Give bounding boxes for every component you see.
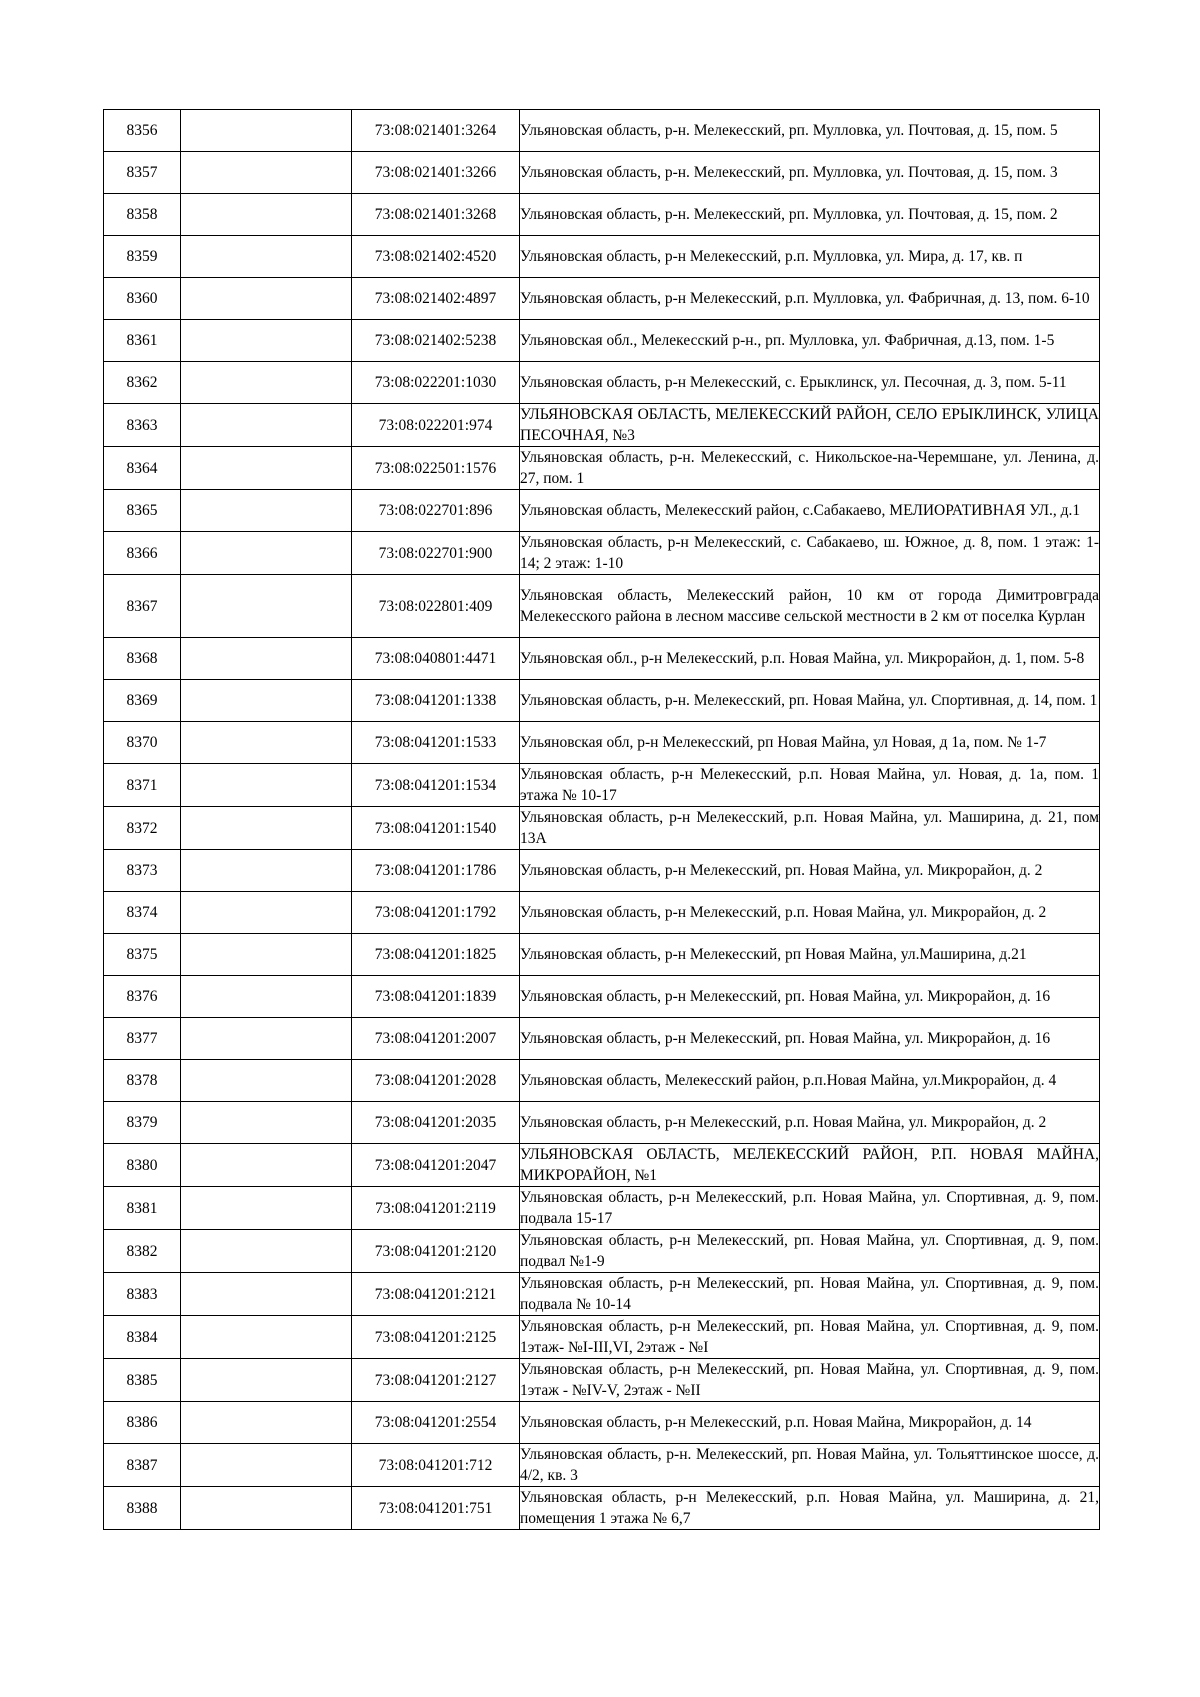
- row-owner: [181, 1018, 352, 1060]
- table-row: [104, 362, 1100, 404]
- row-owner: [181, 447, 352, 490]
- row-number: 8364: [104, 447, 181, 490]
- row-number: 8366: [104, 532, 181, 575]
- table-row: [104, 1273, 1100, 1316]
- address: Ульяновская область, р-н. Мелекесский, с. Никольское-на-Черемшане, ул. Ленина, д. 27, пом. 1: [520, 447, 1100, 490]
- address: УЛЬЯНОВСКАЯ ОБЛАСТЬ, МЕЛЕКЕССКИЙ РАЙОН, Р.П. НОВАЯ МАЙНА, МИКРОРАЙОН, №1: [520, 1144, 1100, 1187]
- row-owner: [181, 934, 352, 976]
- row-number: 8379: [104, 1102, 181, 1144]
- cadastral-number: 73:08:041201:2125: [352, 1316, 520, 1359]
- row-owner: [181, 1273, 352, 1316]
- table-row: [104, 1402, 1100, 1444]
- cadastral-number: 73:08:021402:5238: [352, 320, 520, 362]
- table-row: [104, 976, 1100, 1018]
- row-owner: [181, 320, 352, 362]
- address: Ульяновская область, Мелекесский район, с.Сабакаево, МЕЛИОРАТИВНАЯ УЛ., д.1: [520, 490, 1100, 532]
- address: Ульяновская область, Мелекесский район, 10 км от города Димитровграда Мелекесского района в лесном массиве сельской местности в 2 км от поселка Курлан: [520, 575, 1100, 638]
- row-owner: [181, 1402, 352, 1444]
- cadastral-number: 73:08:022201:974: [352, 404, 520, 447]
- table-row: [104, 1230, 1100, 1273]
- row-number: 8367: [104, 575, 181, 638]
- cadastral-number: 73:08:041201:2047: [352, 1144, 520, 1187]
- row-owner: [181, 722, 352, 764]
- cadastral-number: 73:08:041201:1338: [352, 680, 520, 722]
- row-owner: [181, 404, 352, 447]
- row-number: 8376: [104, 976, 181, 1018]
- address: Ульяновская область, р-н Мелекесский, с. Сабакаево, ш. Южное, д. 8, пом. 1 этаж: 1-14; 2 этаж: 1-10: [520, 532, 1100, 575]
- row-number: 8373: [104, 850, 181, 892]
- cadastral-number: 73:08:021402:4897: [352, 278, 520, 320]
- table-row: [104, 892, 1100, 934]
- cadastral-number: 73:08:041201:2035: [352, 1102, 520, 1144]
- cadastral-number: 73:08:022501:1576: [352, 447, 520, 490]
- cadastral-number: 73:08:041201:1825: [352, 934, 520, 976]
- address: Ульяновская обл., р-н Мелекесский, р.п. Новая Майна, ул. Микрорайон, д. 1, пом. 5-8: [520, 638, 1100, 680]
- row-owner: [181, 1230, 352, 1273]
- address: Ульяновская область, р-н Мелекесский, рп. Новая Майна, ул. Микрорайон, д. 16: [520, 976, 1100, 1018]
- cadastral-number: 73:08:041201:2007: [352, 1018, 520, 1060]
- cadastral-number: 73:08:041201:712: [352, 1444, 520, 1487]
- row-owner: [181, 194, 352, 236]
- row-owner: [181, 1144, 352, 1187]
- table-row: [104, 1359, 1100, 1402]
- row-number: 8382: [104, 1230, 181, 1273]
- table-row: [104, 638, 1100, 680]
- address: Ульяновская область, р-н Мелекесский, рп. Новая Майна, ул. Спортивная, д. 9, пом. подвал №1-9: [520, 1230, 1100, 1273]
- table-row: [104, 447, 1100, 490]
- cadastral-number: 73:08:041201:751: [352, 1487, 520, 1530]
- table-row: [104, 278, 1100, 320]
- row-number: 8368: [104, 638, 181, 680]
- registry-table-body: [104, 110, 1100, 1530]
- row-number: 8363: [104, 404, 181, 447]
- row-number: 8383: [104, 1273, 181, 1316]
- cadastral-number: 73:08:041201:2554: [352, 1402, 520, 1444]
- row-owner: [181, 638, 352, 680]
- table-row: [104, 320, 1100, 362]
- row-number: 8371: [104, 764, 181, 807]
- cadastral-number: 73:08:041201:1839: [352, 976, 520, 1018]
- cadastral-number: 73:08:022201:1030: [352, 362, 520, 404]
- address: Ульяновская область, р-н Мелекесский, с. Ерыклинск, ул. Песочная, д. 3, пом. 5-11: [520, 362, 1100, 404]
- address: Ульяновская область, р-н Мелекесский, рп Новая Майна, ул.Маширина, д.21: [520, 934, 1100, 976]
- table-row: [104, 680, 1100, 722]
- row-number: 8387: [104, 1444, 181, 1487]
- cadastral-number: 73:08:041201:1534: [352, 764, 520, 807]
- table-row: [104, 934, 1100, 976]
- cadastral-number: 73:08:021401:3268: [352, 194, 520, 236]
- row-number: 8388: [104, 1487, 181, 1530]
- cadastral-number: 73:08:041201:1792: [352, 892, 520, 934]
- address: Ульяновская область, р-н. Мелекесский, рп. Новая Майна, ул. Спортивная, д. 14, пом. 1: [520, 680, 1100, 722]
- row-number: 8374: [104, 892, 181, 934]
- address: Ульяновская область, р-н Мелекесский, р.п. Мулловка, ул. Мира, д. 17, кв. п: [520, 236, 1100, 278]
- address: Ульяновская область, р-н Мелекесский, р.п. Мулловка, ул. Фабричная, д. 13, пом. 6-10: [520, 278, 1100, 320]
- address: Ульяновская обл, р-н Мелекесский, рп Новая Майна, ул Новая, д 1а, пом. № 1-7: [520, 722, 1100, 764]
- cadastral-number: 73:08:041201:1540: [352, 807, 520, 850]
- row-number: 8386: [104, 1402, 181, 1444]
- row-number: 8377: [104, 1018, 181, 1060]
- row-owner: [181, 490, 352, 532]
- table-row: [104, 764, 1100, 807]
- row-owner: [181, 278, 352, 320]
- table-row: [104, 1018, 1100, 1060]
- row-number: 8369: [104, 680, 181, 722]
- address: Ульяновская обл., Мелекесский р-н., рп. Мулловка, ул. Фабричная, д.13, пом. 1-5: [520, 320, 1100, 362]
- row-number: 8384: [104, 1316, 181, 1359]
- address: Ульяновская область, р-н Мелекесский, р.п. Новая Майна, ул. Микрорайон, д. 2: [520, 892, 1100, 934]
- table-row: [104, 1144, 1100, 1187]
- address: Ульяновская область, р-н Мелекесский, рп. Новая Майна, ул. Спортивная, д. 9, пом. подвала № 10-14: [520, 1273, 1100, 1316]
- row-number: 8381: [104, 1187, 181, 1230]
- row-number: 8356: [104, 110, 181, 152]
- address: Ульяновская область, р-н Мелекесский, р.п. Новая Майна, Микрорайон, д. 14: [520, 1402, 1100, 1444]
- row-owner: [181, 764, 352, 807]
- table-row: [104, 236, 1100, 278]
- cadastral-number: 73:08:041201:2119: [352, 1187, 520, 1230]
- row-owner: [181, 575, 352, 638]
- cadastral-number: 73:08:041201:2121: [352, 1273, 520, 1316]
- row-owner: [181, 1487, 352, 1530]
- cadastral-number: 73:08:041201:2028: [352, 1060, 520, 1102]
- cadastral-number: 73:08:041201:1533: [352, 722, 520, 764]
- table-row: [104, 1487, 1100, 1530]
- address: Ульяновская область, р-н Мелекесский, рп. Новая Майна, ул. Микрорайон, д. 2: [520, 850, 1100, 892]
- row-owner: [181, 1060, 352, 1102]
- table-row: [104, 807, 1100, 850]
- row-owner: [181, 362, 352, 404]
- table-row: [104, 490, 1100, 532]
- row-owner: [181, 1102, 352, 1144]
- table-row: [104, 194, 1100, 236]
- row-owner: [181, 807, 352, 850]
- row-number: 8360: [104, 278, 181, 320]
- table-row: [104, 575, 1100, 638]
- cadastral-number: 73:08:041201:1786: [352, 850, 520, 892]
- table-row: [104, 1187, 1100, 1230]
- cadastral-number: 73:08:022801:409: [352, 575, 520, 638]
- table-row: [104, 532, 1100, 575]
- address: Ульяновская область, р-н Мелекесский, р.п. Новая Майна, ул. Спортивная, д. 9, пом. подвала 15-17: [520, 1187, 1100, 1230]
- cadastral-number: 73:08:022701:900: [352, 532, 520, 575]
- row-number: 8365: [104, 490, 181, 532]
- row-number: 8375: [104, 934, 181, 976]
- table-row: [104, 404, 1100, 447]
- row-owner: [181, 680, 352, 722]
- address: Ульяновская область, р-н Мелекесский, рп. Новая Майна, ул. Спортивная, д. 9, пом. 1этаж - №IV-V, 2этаж - №II: [520, 1359, 1100, 1402]
- cadastral-number: 73:08:041201:2127: [352, 1359, 520, 1402]
- row-owner: [181, 976, 352, 1018]
- property-registry-table: [103, 109, 1100, 1530]
- address: Ульяновская область, р-н Мелекесский, р.п. Новая Майна, ул. Маширина, д. 21, пом 13А: [520, 807, 1100, 850]
- table-row: [104, 1102, 1100, 1144]
- address: УЛЬЯНОВСКАЯ ОБЛАСТЬ, МЕЛЕКЕССКИЙ РАЙОН, СЕЛО ЕРЫКЛИНСК, УЛИЦА ПЕСОЧНАЯ, №3: [520, 404, 1100, 447]
- cadastral-number: 73:08:021401:3266: [352, 152, 520, 194]
- address: Ульяновская область, р-н Мелекесский, рп. Новая Майна, ул. Микрорайон, д. 16: [520, 1018, 1100, 1060]
- cadastral-number: 73:08:022701:896: [352, 490, 520, 532]
- row-owner: [181, 152, 352, 194]
- cadastral-number: 73:08:041201:2120: [352, 1230, 520, 1273]
- row-number: 8359: [104, 236, 181, 278]
- row-owner: [181, 110, 352, 152]
- row-number: 8361: [104, 320, 181, 362]
- row-owner: [181, 236, 352, 278]
- table-row: [104, 1316, 1100, 1359]
- address: Ульяновская область, р-н. Мелекесский, рп. Мулловка, ул. Почтовая, д. 15, пом. 2: [520, 194, 1100, 236]
- address: Ульяновская область, р-н Мелекесский, р.п. Новая Майна, ул. Маширина, д. 21, помещения 1 этажа № 6,7: [520, 1487, 1100, 1530]
- row-number: 8357: [104, 152, 181, 194]
- row-owner: [181, 892, 352, 934]
- row-owner: [181, 850, 352, 892]
- row-number: 8362: [104, 362, 181, 404]
- address: Ульяновская область, р-н Мелекесский, р.п. Новая Майна, ул. Новая, д. 1а, пом. 1 этажа № 10-17: [520, 764, 1100, 807]
- cadastral-number: 73:08:021401:3264: [352, 110, 520, 152]
- address: Ульяновская область, р-н. Мелекесский, рп. Новая Майна, ул. Тольяттинское шоссе, д. 4/2, кв. 3: [520, 1444, 1100, 1487]
- row-number: 8378: [104, 1060, 181, 1102]
- address: Ульяновская область, р-н. Мелекесский, рп. Мулловка, ул. Почтовая, д. 15, пом. 3: [520, 152, 1100, 194]
- address: Ульяновская область, р-н Мелекесский, рп. Новая Майна, ул. Спортивная, д. 9, пом. 1этаж- №I-III,VI, 2этаж - №I: [520, 1316, 1100, 1359]
- row-owner: [181, 1316, 352, 1359]
- table-row: [104, 850, 1100, 892]
- row-owner: [181, 1444, 352, 1487]
- table-row: [104, 110, 1100, 152]
- row-number: 8370: [104, 722, 181, 764]
- address: Ульяновская область, р-н. Мелекесский, рп. Мулловка, ул. Почтовая, д. 15, пом. 5: [520, 110, 1100, 152]
- table-row: [104, 722, 1100, 764]
- row-owner: [181, 1359, 352, 1402]
- address: Ульяновская область, Мелекесский район, р.п.Новая Майна, ул.Микрорайон, д. 4: [520, 1060, 1100, 1102]
- row-owner: [181, 1187, 352, 1230]
- row-number: 8385: [104, 1359, 181, 1402]
- table-row: [104, 1444, 1100, 1487]
- row-number: 8372: [104, 807, 181, 850]
- cadastral-number: 73:08:021402:4520: [352, 236, 520, 278]
- table-row: [104, 1060, 1100, 1102]
- row-number: 8358: [104, 194, 181, 236]
- cadastral-number: 73:08:040801:4471: [352, 638, 520, 680]
- row-owner: [181, 532, 352, 575]
- address: Ульяновская область, р-н Мелекесский, р.п. Новая Майна, ул. Микрорайон, д. 2: [520, 1102, 1100, 1144]
- row-number: 8380: [104, 1144, 181, 1187]
- table-row: [104, 152, 1100, 194]
